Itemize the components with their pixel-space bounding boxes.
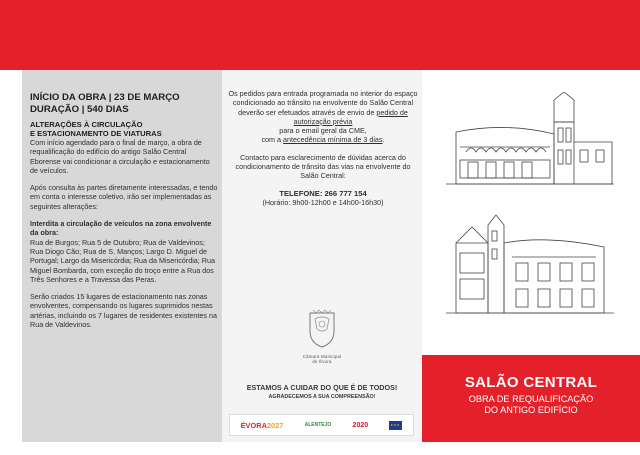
- left-text-block: [30, 92, 218, 329]
- portugal-2020-logo: 2020: [352, 421, 369, 429]
- closed-streets-heading: Interdita a circulação de veículos na zona envolvente da obra:: [30, 219, 212, 238]
- consultation-paragraph: Após consulta às partes diretamente interessadas, e tendo em conta o interesse coletivo, irão ser implementadas as seguintes alterações:: [30, 183, 218, 211]
- contact-paragraph: Contacto para esclarecimento de dúvidas acerca do condicionamento de trânsito das vias na envolvente do Salão Central:: [235, 152, 411, 181]
- subtitle-line1: OBRA DE REQUALIFICAÇÃO: [468, 394, 594, 404]
- request-paragraph: Os pedidos para entrada programada no interior do espaço condicionado ao trânsito na envolvente do Salão Central deverão ser efetuados através de envio de pedido de autorização prévia para o email geral da CME, com a antecedência mínima de 3 dias.: [228, 89, 418, 145]
- municipality-crest: [296, 309, 348, 371]
- alentejo-2020-logo: ALENTEJO: [304, 422, 332, 428]
- changes-subheading: ALTERAÇÕES À CIRCULAÇÃO E ESTACIONAMENTO DE VIATURAS: [30, 120, 162, 138]
- slogan-block: [222, 383, 422, 400]
- authorization-request-link[interactable]: pedido de autorização prévia: [293, 107, 408, 126]
- building-title: SALÃO CENTRAL: [464, 374, 598, 391]
- top-red-band: [0, 0, 640, 70]
- phone-number[interactable]: TELEFONE: 266 777 154: [279, 188, 367, 198]
- crest-label: Câmara Municipal de Évora: [302, 354, 342, 364]
- intro-paragraph: Com início agendado para o final de março, a obra de requalificação do edifício do antigo Salão Central Eborense vai condicionar a circulação e estacionamento de veículos.: [30, 138, 210, 175]
- start-date-heading: INÍCIO DA OBRA | 23 DE MARÇO: [30, 92, 180, 103]
- slogan-thanks: AGRADECEMOS A SUA COMPREENSÃO!: [268, 394, 376, 400]
- subtitle-line2: DO ANTIGO EDIFÍCIO: [484, 405, 578, 415]
- building-front-elevation-drawing: [446, 92, 614, 192]
- crest-icon: [307, 309, 337, 349]
- minimum-notice-link[interactable]: antecedência mínima de 3 dias: [283, 135, 383, 145]
- closed-streets-list: Rua de Burgos; Rua 5 de Outubro; Rua de Valdevinos; Rua Diogo Cão; Rua de S. Manços; Largo D. Miguel de Portugal; Largo da Misericórdia; Rua da Misericórdia; Rua Miguel Bombarda, com exceção do troço entre a Rua dos Três Senhores e a Travessa das Peras.: [30, 237, 215, 284]
- eu-flag-icon: [389, 421, 402, 430]
- duration-heading: DURAÇÃO | 540 DIAS: [30, 103, 129, 115]
- building-side-elevation-drawing: [446, 213, 614, 323]
- evora-2027-logo: ÉVORA2027: [240, 420, 284, 430]
- slogan-main: ESTAMOS A CUIDAR DO QUE É DE TODOS!: [246, 383, 398, 392]
- office-hours: (Horário: 9h00-12h00 e 14h00-16h30): [262, 197, 384, 207]
- title-box: [422, 355, 640, 442]
- parking-paragraph: Serão criados 15 lugares de estacionamento nas zonas envolventes, compensando os lugares suprimidos nestas artérias, incluindo os 7 lugares de residentes existentes na Rua de Valdevinos.: [30, 292, 217, 330]
- middle-text-block: [226, 89, 420, 207]
- sponsor-logos: [229, 414, 414, 436]
